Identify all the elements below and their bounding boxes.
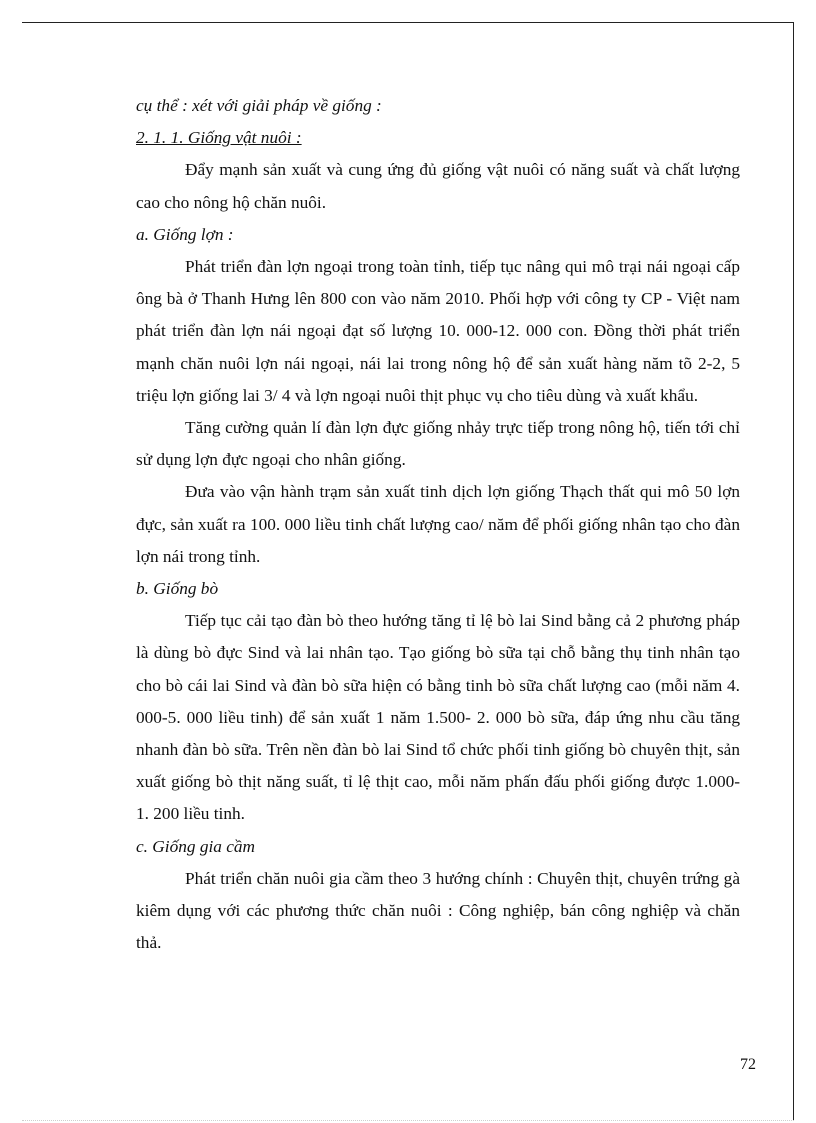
intro-line: cụ thể : xét với giải pháp về giống : [136, 96, 382, 115]
paragraph-foreign-pigs: Phát triển đàn lợn ngoại trong toàn tỉnh, tiếp tục nâng qui mô trại nái ngoại cấp ông bà ở Thanh Hưng lên 800 con vào năm 2010. Phối hợp với công ty CP - Việt nam phát triển đàn lợn nái ngoại đạt số lượng 10. 000-12. 000 con. Đồng thời phát triển mạnh chăn nuôi lợn nái ngoại, nái lai trong nông hộ để sản xuất hàng năm tõ 2-2, 5 triệu lợn giống lai 3/ 4 và lợn ngoại nuôi thịt phục vụ cho tiêu dùng và xuất khẩu. [136, 257, 740, 405]
paragraph-cattle-improvement: Tiếp tục cải tạo đàn bò theo hướng tăng tỉ lệ bò lai Sind bằng cả 2 phương pháp là dùng bò đực Sind và lai nhân tạo. Tạo giống bò sữa tại chỗ bằng thụ tinh nhân tạo cho bò cái lai Sind và đàn bò sữa hiện có bằng tinh bò sữa chất lượng cao (mỗi năm 4. 000-5. 000 liều tinh) để sản xuất 1 năm 1.500- 2. 000 bò sữa, đáp ứng nhu cầu tăng nhanh đàn bò sữa. Trên nền đàn bò lai Sind tổ chức phối tinh giống bò chuyên thịt, sản xuất giống bò thịt năng suất, tỉ lệ thịt cao, mỗi năm phấn đấu phối giống được 1.000- 1. 200 liều tinh. [136, 611, 740, 824]
section-title: 2. 1. 1. Giống vật nuôi : [136, 128, 302, 148]
page-border-right [793, 22, 794, 1120]
paragraph-livestock-breeds: Đẩy mạnh sản xuất và cung ứng đủ giống vật nuôi có năng suất và chất lượng cao cho nông hộ chăn nuôi. [136, 160, 740, 212]
paragraph-poultry: Phát triển chăn nuôi gia cầm theo 3 hướng chính : Chuyên thịt, chuyên trứng gà kiêm dụng với các phương thức chăn nuôi : Công nghiệp, bán công nghiệp và chăn thả. [136, 868, 740, 953]
page-number: 72 [740, 1056, 756, 1073]
subheading-pig-breeds: a. Giống lợn : [136, 224, 234, 244]
subheading-cattle-breeds: b. Giống bò [136, 579, 219, 599]
paragraph-semen-station: Đưa vào vận hành trạm sản xuất tinh dịch lợn giống Thạch thất qui mô 50 lợn đực, sản xuất ra 100. 000 liều tinh chất lượng cao/ năm để phối giống nhân tạo cho đàn lợn nái trong tỉnh. [136, 482, 740, 566]
subheading-poultry-breeds: c. Giống gia cầm [136, 836, 256, 856]
page-border-bottom [22, 1120, 794, 1121]
paragraph-boar-management: Tăng cường quản lí đàn lợn đực giống nhảy trực tiếp trong nông hộ, tiến tới chỉ sử dụng lợn đực ngoại cho nhân giống. [136, 418, 740, 470]
page-border-top [22, 22, 794, 23]
document-body [136, 90, 740, 959]
